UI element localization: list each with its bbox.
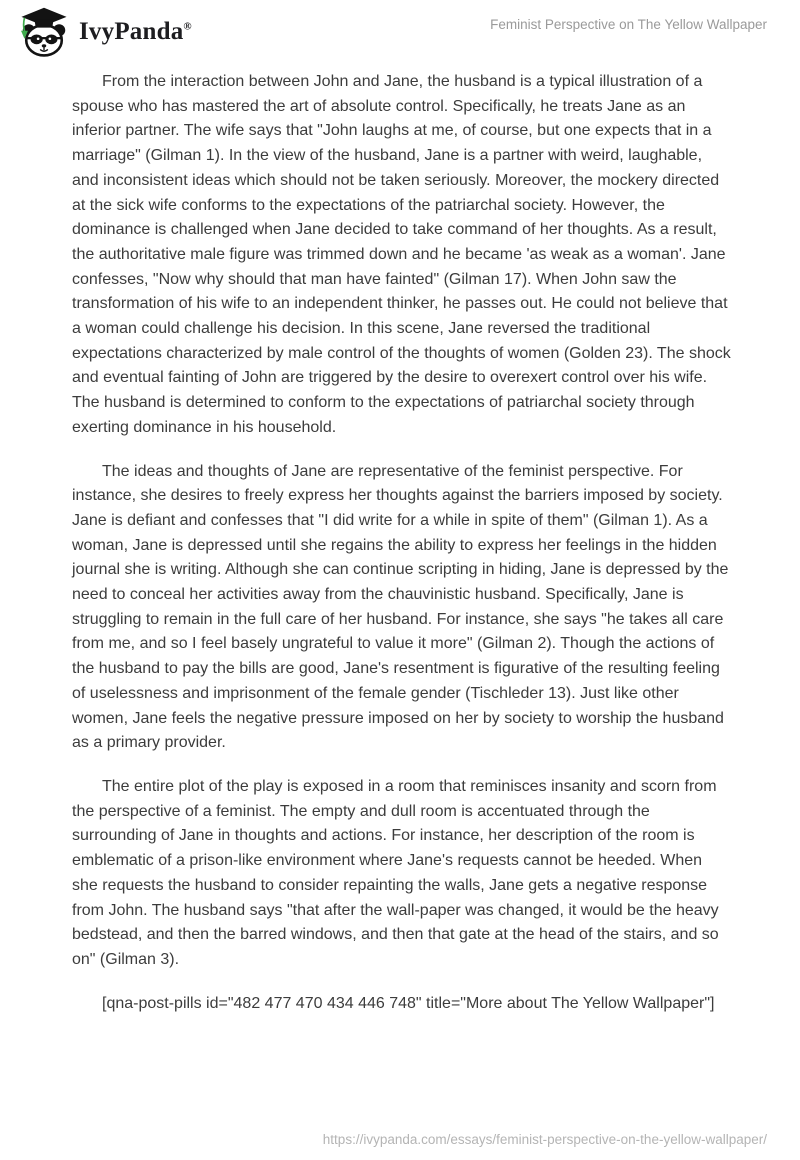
essay-paragraph-4-shortcode: [qna-post-pills id="482 477 470 434 446 748" title="More about The Yellow Wallpaper"] [102, 994, 715, 1012]
essay-body [72, 70, 732, 1016]
essay-paragraph-2: The ideas and thoughts of Jane are representative of the feminist perspective. For instance, she desires to freely express her thoughts against the barriers imposed by society. Jane is defiant and confesses that "I did write for a while in spite of them" (Gilman 1). As a woman, Jane is depressed until she regains the ability to express her feelings in the hidden journal she is writing. Although she can continue scripting in hiding, Jane is depressed by the need to conceal her activities away from the chauvinistic husband. Specifically, Jane is struggling to remain in the full care of her husband. For instance, she says "he takes all care from me, and so I feel basely ungrateful to value it more" (Gilman 2). Though the actions of the husband to pay the bills are good, Jane's resentment is figurative of the resulting feeling of uselessness and imprisonment of the female gender (Tischleder 13). Just like other women, Jane feels the negative pressure imposed on her by society to worship the husband as a primary provider. [72, 462, 729, 752]
page-header [0, 0, 800, 58]
brand-name [79, 6, 192, 58]
essay-paragraph-1: From the interaction between John and Jane, the husband is a typical illustration of a spouse who has mastered the art of absolute control. Specifically, he treats Jane as an inferior partner. The wife says that "John laughs at me, of course, but one expects that in a marriage" (Gilman 1). In the view of the husband, Jane is a partner with weird, laughable, and inconsistent ideas which should not be taken seriously. Moreover, the mockery directed at the sick wife conforms to the expectations of the patriarchal society. However, the dominance is challenged when Jane decided to take command of her thoughts. As a result, the authoritative male figure was trimmed down and he became 'as weak as a woman'. Jane confesses, "Now why should that man have fainted" (Gilman 17). When John saw the transformation of his wife to an independent thinker, he passes out. He could not believe that a woman could challenge his decision. In this scene, Jane reversed the traditional expectations characterized by male control of the thoughts of women (Golden 23). The shock and eventual fainting of John are triggered by the desire to overexert control over his wife. The husband is determined to conform to the expectations of patriarchal society through exerting dominance in his household. [72, 73, 731, 436]
document-title: Feminist Perspective on The Yellow Wallpaper [490, 17, 767, 32]
brand [16, 6, 192, 58]
ivypanda-panda-graduate-icon [16, 6, 72, 58]
page-url: https://ivypanda.com/essays/feminist-perspective-on-the-yellow-wallpaper/ [322, 1132, 767, 1147]
essay-paragraph-3: The entire plot of the play is exposed in a room that reminisces insanity and scorn from the perspective of a feminist. The empty and dull room is accentuated through the surrounding of Jane in thoughts and actions. For instance, her description of the room is emblematic of a prison-like environment where Jane's requests cannot be heeded. When she requests the husband to consider repainting the walls, Jane gets a negative response from John. The husband says "that after the wall-paper was changed, it would be the heavy bedstead, and then the barred windows, and then that gate at the head of the stairs, and so on" (Gilman 3). [72, 777, 719, 968]
brand-wordmark: IvyPanda [79, 18, 184, 45]
registered-trademark-symbol: ® [183, 20, 192, 33]
